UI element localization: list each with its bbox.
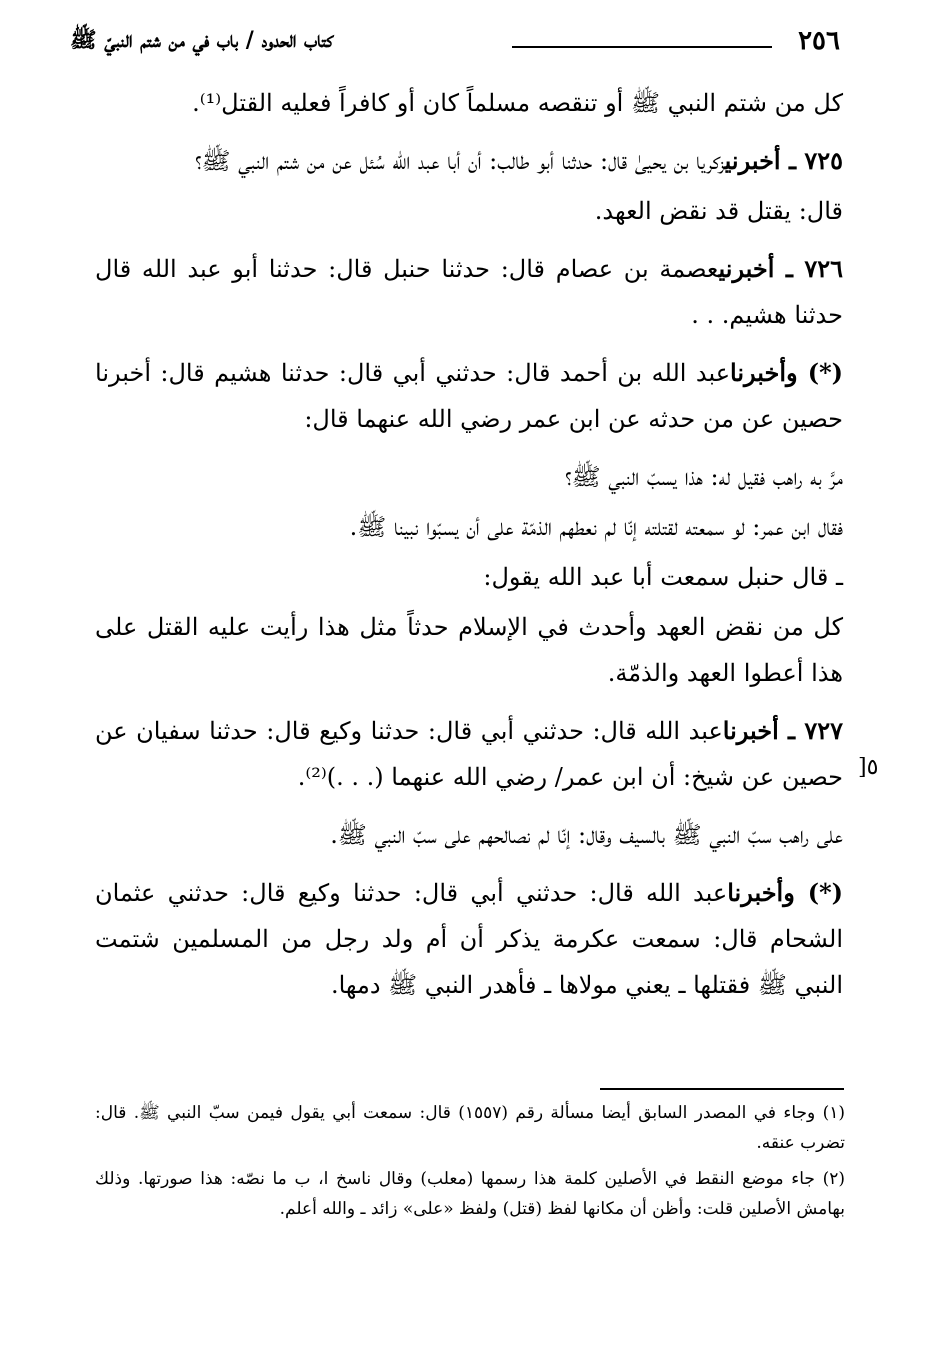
footnote-rule bbox=[600, 1088, 844, 1090]
paragraph-text: عصمة بن عصام قال: حدثنا حنبل قال: حدثنا أبو عبد الله قال حدثنا هشيم. . . bbox=[95, 255, 843, 329]
paragraph-text: كل من نقض العهد وأحدث في الإسلام حدثاً مثل هذا رأيت عليه القتل على هذا أعطوا العهد والذمّة. bbox=[95, 613, 843, 687]
paragraph-lead: ٧٢٧ ـ أخبرنا bbox=[722, 716, 843, 745]
paragraph-lead: (*) وأخبرنا bbox=[727, 878, 844, 907]
page-number: ٢٥٦ bbox=[798, 26, 840, 56]
paragraph-lead: ٧٢٦ ـ أخبرني bbox=[718, 254, 843, 283]
paragraph-text: قال: يقتل قد نقض العهد. bbox=[594, 197, 843, 225]
paragraph bbox=[95, 350, 843, 442]
paragraph-text: على راهب سبّ النبي ﷺ بالسيف وقال: إنّا لم نصالحهم على سبّ النبي ﷺ. bbox=[330, 821, 843, 849]
paragraph-text: زكريا بن يحيىٰ قال: حدثنا أبو طالب: أن أبا عبد الله سُئل عن من شتم النبي ﷺ؟ bbox=[194, 147, 725, 175]
paragraph bbox=[95, 504, 843, 550]
paragraph bbox=[95, 188, 843, 234]
paragraph-text: عبد الله بن أحمد قال: حدثني أبي قال: حدثنا هشيم قال: أخبرنا حصين عن من حدثه عن ابن عمر رضي الله عنهما قال: bbox=[95, 359, 843, 433]
footnote: (٢) جاء موضع النقط في الأصلين كلمة هذا رسمها (معلب) وقال ناسخ ا، ب ما نصّه: هذا صورتها. وذلك بهامش الأصلين قلت: وأظن أن مكانها لفظ (قتل) ولفظ «على» زائد ـ والله أعلم. bbox=[95, 1169, 845, 1219]
paragraph bbox=[95, 80, 843, 126]
paragraph-text: عبد الله قال: حدثني أبي قال: حدثنا وكيع قال: حدثنا سفيان عن حصين عن شيخ: أن ابن عمر/ رضي الله عنهما (. . .)⁽²⁾. bbox=[95, 717, 843, 791]
paragraph-text: عبد الله قال: حدثني أبي قال: حدثنا وكيع قال: حدثني عثمان الشحام قال: سمعت عكرمة يذكر أن أم ولد رجل من المسلمين شتمت النبي ﷺ فقتلها ـ يعني مولاها ـ فأهدر النبي ﷺ دمها. bbox=[95, 879, 843, 999]
header-rule bbox=[512, 46, 772, 48]
running-header bbox=[70, 24, 840, 64]
paragraph bbox=[95, 554, 843, 600]
running-title: كتاب الحدود / باب في من شتم النبيّ ﷺ bbox=[70, 27, 334, 53]
main-text bbox=[95, 80, 843, 1020]
footnote: (١) وجاء في المصدر السابق أيضا مسألة رقم (١٥٥٧) قال: سمعت أبي يقول فيمن سبّ النبي ﷺ. قال: تضرب عنقه. bbox=[95, 1103, 846, 1153]
paragraph bbox=[95, 604, 843, 696]
paragraph-text: فقال ابن عمر: لو سمعته لقتلته إنّا لم نعطهم الذمّة على أن يسبّوا نبينا ﷺ. bbox=[349, 513, 843, 541]
footnotes bbox=[95, 1098, 845, 1230]
paragraph-text: مرَّ به راهب فقيل له: هذا يسبّ النبي ﷺ؟ bbox=[565, 463, 843, 491]
paragraph-text: ـ قال حنبل سمعت أبا عبد الله يقول: bbox=[483, 563, 843, 591]
paragraph bbox=[95, 812, 843, 858]
paragraph-725 bbox=[95, 138, 843, 184]
paragraph bbox=[95, 870, 843, 1008]
paragraph-726 bbox=[95, 246, 843, 338]
paragraph-text: كل من شتم النبي ﷺ أو تنقصه مسلماً كان أو كافراً فعليه القتل⁽¹⁾. bbox=[192, 89, 843, 117]
margin-marker: ٥[ bbox=[858, 755, 879, 780]
paragraph-lead: (*) وأخبرنا bbox=[730, 358, 843, 387]
paragraph-lead: ٧٢٥ ـ أخبرني bbox=[724, 146, 843, 175]
paragraph bbox=[95, 454, 843, 500]
paragraph-727 bbox=[95, 708, 843, 800]
